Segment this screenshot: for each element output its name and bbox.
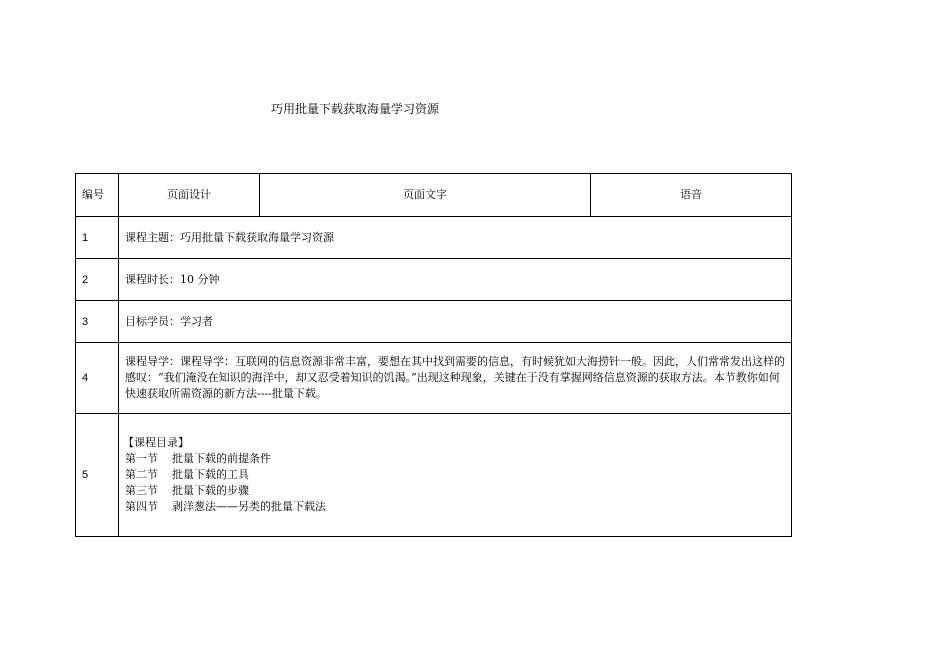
table-row: [76, 259, 792, 301]
toc-item: 第二节 批量下载的工具: [125, 468, 249, 481]
table-row: [76, 343, 792, 414]
header-page-text: 页面文字: [260, 174, 591, 217]
document-title: 巧用批量下载获取海量学习资源: [270, 102, 439, 116]
row-number: 5: [76, 414, 119, 537]
table-header-row: [76, 174, 792, 217]
header-audio: 语音: [591, 174, 792, 217]
header-page-design: 页面设计: [119, 174, 260, 217]
toc-item: 第三节 批量下载的步骤: [125, 484, 249, 497]
table-row: [76, 301, 792, 343]
toc-item: 第一节 批量下载的前提条件: [125, 452, 271, 465]
table-row: [76, 414, 792, 537]
row-number: 2: [76, 259, 119, 301]
course-introduction: 课程导学：课程导学：互联网的信息资源非常丰富，要想在其中找到需要的信息，有时候犹如大海捞针一般。因此，人们常常发出这样的感叹：“我们淹没在知识的海洋中，却又忍受着知识的饥渴。”出现这种现象，关键在于没有掌握网络信息资源的获取方法。本节教你如何快速获取所需资源的新方法----批量下载。: [119, 343, 792, 414]
course-topic: 课程主题：巧用批量下载获取海量学习资源: [119, 217, 792, 259]
table-row: [76, 217, 792, 259]
row-number: 1: [76, 217, 119, 259]
header-number: 编号: [76, 174, 119, 217]
target-learners: 目标学员：学习者: [119, 301, 792, 343]
toc-title: 【课程目录】: [123, 436, 189, 449]
toc-item: 第四节 剥洋葱法——另类的批量下载法: [125, 500, 326, 513]
row-number: 4: [76, 343, 119, 414]
row-number: 3: [76, 301, 119, 343]
course-duration: 课程时长：10 分钟: [119, 259, 792, 301]
course-table-of-contents: [119, 414, 792, 537]
course-plan-table: [75, 173, 792, 537]
